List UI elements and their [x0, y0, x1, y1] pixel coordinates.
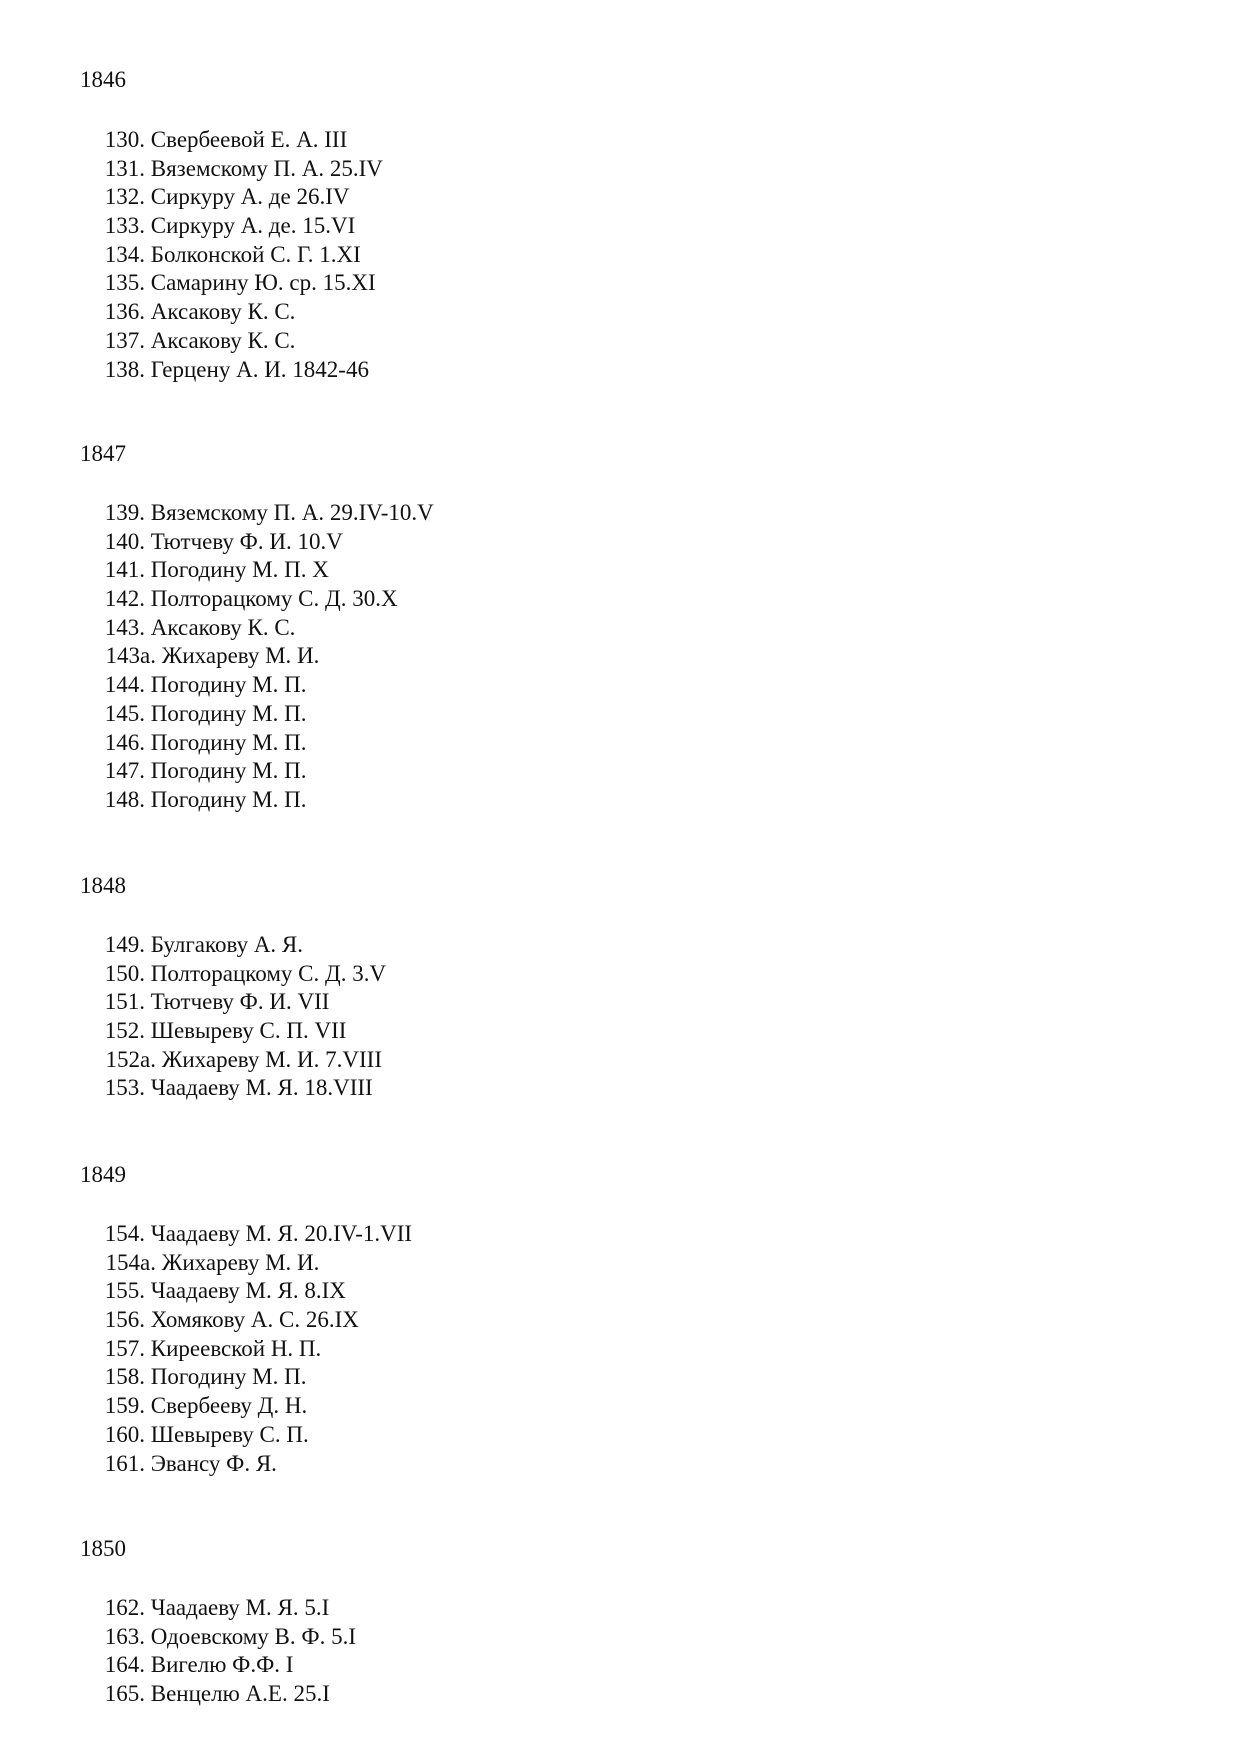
list-item: 150. Полторацкому С. Д. 3.V	[104, 960, 387, 986]
list-item: 136. Аксакову К. С.	[104, 299, 296, 325]
year-heading-1847: 1847	[80, 441, 126, 466]
list-item: 143а. Жихареву М. И.	[105, 643, 320, 669]
list-item: 148. Погодину М. П.	[104, 786, 307, 812]
list-item: 153. Чаадаеву М. Я. 18.VIII	[104, 1075, 373, 1101]
list-item: 147. Погодину М. П.	[104, 758, 307, 784]
list-item: 162. Чаадаеву М. Я. 5.I	[104, 1595, 330, 1620]
list-item: 151. Тютчеву Ф. И. VII	[104, 989, 330, 1015]
list-item: 149. Булгакову А. Я.	[104, 932, 304, 957]
entry-list-1849	[0, 1220, 412, 1478]
list-item: 158. Погодину М. П.	[104, 1364, 307, 1390]
entry-list-1848	[0, 931, 386, 1103]
list-item: 132. Сиркуру А. де 26.IV	[104, 184, 350, 210]
entry-list-1846	[0, 126, 383, 384]
entry-list-1847	[0, 499, 434, 815]
year-heading-1849: 1849	[80, 1162, 126, 1187]
list-item: 139. Вяземскому П. А. 29.IV-10.V	[104, 500, 434, 525]
list-item: 144. Погодину М. П.	[104, 672, 307, 698]
list-item: 131. Вяземскому П. А. 25.IV	[104, 155, 383, 181]
list-item: 160. Шевыреву С. П.	[104, 1421, 309, 1447]
list-item: 164. Вигелю Ф.Ф. I	[104, 1652, 294, 1678]
list-item: 161. Эвансу Ф. Я.	[104, 1450, 277, 1476]
list-item: 135. Самарину Ю. ср. 15.XI	[104, 270, 376, 296]
list-item: 138. Герцену А. И. 1842-46	[104, 356, 369, 382]
list-item: 155. Чаадаеву М. Я. 8.IX	[104, 1278, 346, 1304]
list-item: 154. Чаадаеву М. Я. 20.IV-1.VII	[104, 1221, 413, 1246]
list-item: 154а. Жихареву М. И.	[105, 1249, 320, 1275]
list-item: 142. Полторацкому С. Д. 30.X	[104, 586, 398, 612]
list-item: 165. Венцелю А.Е. 25.I	[104, 1681, 330, 1707]
list-item: 145. Погодину М. П.	[104, 700, 307, 726]
list-item: 133. Сиркуру А. де. 15.VI	[104, 213, 356, 239]
list-item: 146. Погодину М. П.	[104, 729, 307, 755]
list-item: 159. Свербееву Д. Н.	[104, 1393, 308, 1419]
list-item: 163. Одоевскому В. Ф. 5.I	[104, 1623, 356, 1649]
list-item: 143. Аксакову К. С.	[104, 614, 296, 640]
list-item: 130. Свербеевой Е. А. III	[104, 127, 348, 152]
list-item: 156. Хомякову А. С. 26.IX	[104, 1307, 359, 1333]
entry-list-1850	[0, 1594, 356, 1709]
list-item: 137. Аксакову К. С.	[104, 327, 296, 353]
list-item: 134. Болконской С. Г. 1.XI	[104, 241, 361, 267]
list-item: 141. Погодину М. П. X	[104, 557, 329, 583]
list-item: 157. Киреевской Н. П.	[104, 1335, 322, 1361]
year-heading-1846: 1846	[80, 67, 126, 92]
list-item: 152. Шевыреву С. П. VII	[104, 1018, 347, 1044]
year-heading-1850: 1850	[80, 1536, 126, 1561]
list-item: 140. Тютчеву Ф. И. 10.V	[104, 528, 343, 554]
list-item: 152а. Жихареву М. И. 7.VIII	[105, 1046, 383, 1072]
year-heading-1848: 1848	[80, 873, 126, 898]
